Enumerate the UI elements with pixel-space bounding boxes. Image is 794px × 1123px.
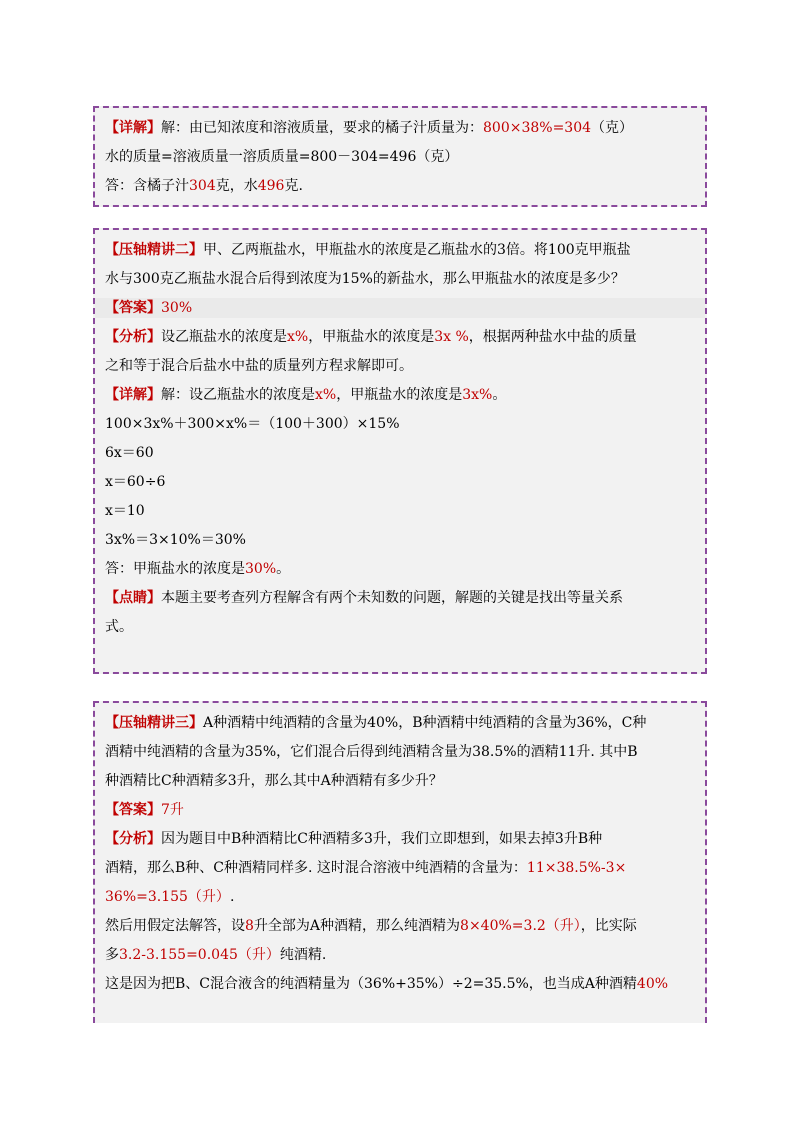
- detail-line: 【详解】解：由已知浓度和溶液质量，要求的橘子汁质量为：800×38%=304（克）: [105, 120, 634, 136]
- text-line: 水的质量=溶液质量一溶质质量=800－304=496（克）: [105, 149, 459, 165]
- answer-tag: 【答案】: [105, 802, 161, 818]
- solution-box-1: [93, 106, 707, 207]
- text-line: 之和等于混合后盐水中盐的质量列方程求解即可。: [105, 358, 413, 374]
- equation-line: 100×3x%＋300×x%＝（100＋300）×15%: [105, 416, 400, 432]
- detail-tag: 【详解】: [105, 387, 161, 403]
- detail-line: 【详解】解：设乙瓶盐水的浓度是x%，甲瓶盐水的浓度是3x%。: [105, 387, 507, 403]
- text-line: 酒精中纯酒精的含量为35%，它们混合后得到纯酒精含量为38.5%的酒精11升. 其中B: [105, 744, 638, 760]
- analysis-line: 【分析】设乙瓶盐水的浓度是x%，甲瓶盐水的浓度是3x %，根据两种盐水中盐的质量: [105, 329, 637, 345]
- text-line: 水与300克乙瓶盐水混合后得到浓度为15%的新盐水，那么甲瓶盐水的浓度是多少？: [105, 271, 625, 287]
- detail-tag: 【详解】: [105, 120, 161, 136]
- text-line: 种酒精比C种酒精多3升，那么其中A种酒精有多少升？: [105, 773, 443, 789]
- answer-statement-line: 答：甲瓶盐水的浓度是30%。: [105, 561, 291, 577]
- insight-tag: 【点睛】: [105, 590, 161, 606]
- text-line: 36%=3.155（升）.: [105, 889, 235, 905]
- answer-line: 答：含橘子汁304克，水496克.: [105, 178, 303, 194]
- problem-tag: 【压轴精讲二】: [105, 242, 203, 258]
- problem-box-3: [93, 701, 707, 1023]
- answer-line: 【答案】30%: [95, 298, 705, 318]
- text-line: 酒精，那么B种、C种酒精同样多. 这时混合溶液中纯酒精的含量为：11×38.5%-3×: [105, 860, 627, 876]
- analysis-tag: 【分析】: [105, 831, 161, 847]
- answer-line: 【答案】7升: [105, 802, 184, 818]
- equation-line: 3x%＝3×10%＝30%: [105, 532, 246, 548]
- analysis-line: 【分析】因为题目中B种酒精比C种酒精多3升，我们立即想到，如果去掉3升B种: [105, 831, 603, 847]
- answer-tag: 【答案】: [105, 300, 161, 316]
- text-line: 然后用假定法解答，设8升全部为A种酒精，那么纯酒精为8×40%=3.2（升），比实际: [105, 918, 637, 934]
- text-line: 式。: [105, 619, 133, 635]
- analysis-tag: 【分析】: [105, 329, 161, 345]
- insight-line: 【点睛】本题主要考查列方程解含有两个未知数的问题，解题的关键是找出等量关系: [105, 590, 623, 606]
- equation-line: x＝60÷6: [105, 474, 166, 490]
- problem-title-line: 【压轴精讲二】甲、乙两瓶盐水，甲瓶盐水的浓度是乙瓶盐水的3倍。将100克甲瓶盐: [105, 242, 631, 258]
- problem-tag: 【压轴精讲三】: [105, 715, 203, 731]
- text-line: 多3.2-3.155=0.045（升）纯酒精.: [105, 947, 327, 963]
- equation-line: 6x＝60: [105, 445, 154, 461]
- problem-title-line: 【压轴精讲三】A种酒精中纯酒精的含量为40%，B种酒精中纯酒精的含量为36%，C种: [105, 715, 647, 731]
- equation-line: x＝10: [105, 503, 145, 519]
- text-line: 这是因为把B、C混合液含的纯酒精量为（36%+35%）÷2=35.5%，也当成A种酒精40%: [105, 976, 669, 992]
- problem-box-2: [93, 228, 707, 674]
